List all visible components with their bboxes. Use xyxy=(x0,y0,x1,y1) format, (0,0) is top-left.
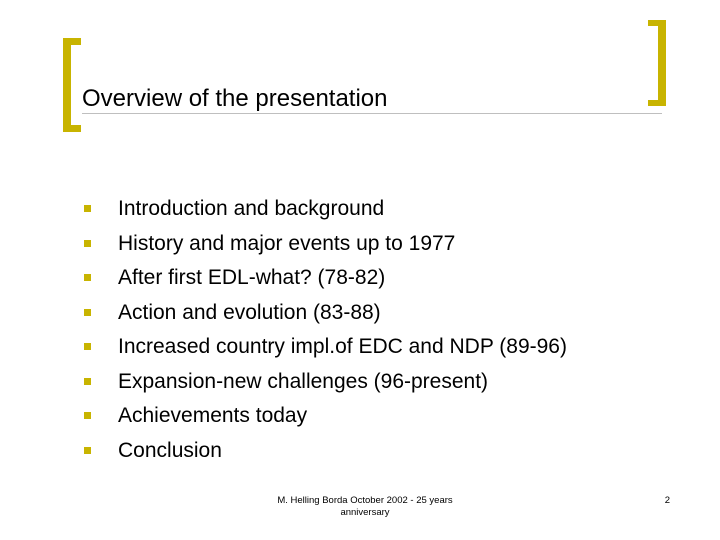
bullet-text: Introduction and background xyxy=(118,197,385,220)
square-bullet-icon xyxy=(84,274,91,281)
bullet-text: History and major events up to 1977 xyxy=(118,231,456,255)
right-bracket-top xyxy=(648,20,666,26)
footer-line-1: M. Helling Borda October 2002 - 25 years xyxy=(277,495,453,506)
bullet-text: Achievements today xyxy=(118,404,308,427)
left-bracket-bottom xyxy=(63,125,81,132)
bullet-text: Action and evolution (83-88) xyxy=(118,300,381,324)
left-bracket-vertical xyxy=(63,38,71,132)
slide-title: Overview of the presentation xyxy=(82,85,388,112)
right-bracket-vertical xyxy=(658,20,666,106)
square-bullet-icon xyxy=(84,205,91,212)
square-bullet-icon xyxy=(84,240,91,247)
bullet-text: After first EDL-what? (78-82) xyxy=(118,266,386,289)
square-bullet-icon xyxy=(84,447,91,454)
bullet-text: Expansion-new challenges (96-present) xyxy=(118,369,489,393)
square-bullet-icon xyxy=(84,309,91,316)
left-bracket-top xyxy=(63,38,81,45)
footer-line-2: anniversary xyxy=(340,507,390,518)
bullet-text: Conclusion xyxy=(118,438,222,462)
bullet-text: Increased country impl.of EDC and NDP (89-96) xyxy=(118,335,567,358)
page-number: 2 xyxy=(664,495,670,506)
title-underline xyxy=(82,113,662,114)
square-bullet-icon xyxy=(84,343,91,350)
square-bullet-icon xyxy=(84,378,91,385)
footer-text xyxy=(240,495,490,519)
right-bracket-bottom xyxy=(648,100,666,106)
square-bullet-icon xyxy=(84,412,91,419)
